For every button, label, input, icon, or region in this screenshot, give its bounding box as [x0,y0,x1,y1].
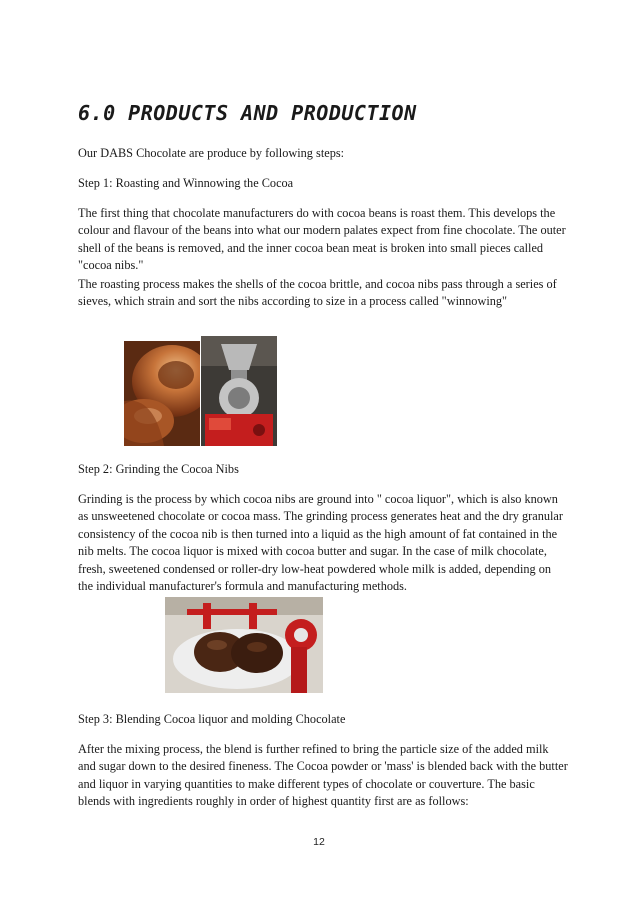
step2-title: Step 2: Grinding the Cocoa Nibs [78,462,239,476]
grinding-machine-photo [165,597,323,693]
step1-title: Step 1: Roasting and Winnowing the Cocoa [78,176,294,190]
copper-roaster-photo [124,341,200,446]
step1-paragraph-1: The first thing that chocolate manufacturers do with cocoa beans is roast them. This develops the colour and flavour of the beans into what our modern palates expect from fine chocolate. The outer shell of the beans is removed, and the inner cocoa bean meat is broken into small pieces called "cocoa nibs." [78,206,566,273]
step2-paragraph-1: Grinding is the process by which cocoa nibs are ground into " cocoa liquor", which is also known as unsweetened chocolate or cocoa mass. The grinding process generates heat and the dry granular consistency of the cocoa nib is then turned into a liquid as the high amount of fat contained in the nib melts. The cocoa liquor is mixed with cocoa butter and sugar. In the case of milk chocolate, fresh, sweetened condensed or roller-dry low-heat powdered whole milk is added, depending on the individual manufacturer's formula and manufacturing methods. [78,492,563,594]
intro-text: Our DABS Chocolate are produce by following steps: [78,146,345,160]
red-roasting-machine-photo [201,336,277,446]
step1-paragraph-2: The roasting process makes the shells of the cocoa brittle, and cocoa nibs pass through a series of sieves, which strain and sort the nibs according to size in a process called "winnowing" [78,277,557,309]
section-heading: 6.0 PRODUCTS AND PRODUCTION [78,101,417,125]
step3-title: Step 3: Blending Cocoa liquor and molding Chocolate [78,712,346,726]
page-number: 12 [313,836,325,848]
step3-paragraph-1: After the mixing process, the blend is further refined to bring the particle size of the added milk and sugar down to the desired fineness. The Cocoa powder or 'mass' is blended back with the butter and liquor in varying quantities to make different types of chocolate or couverture. The basic blends with ingredients roughly in order of highest quantity first are as follows: [78,742,568,809]
